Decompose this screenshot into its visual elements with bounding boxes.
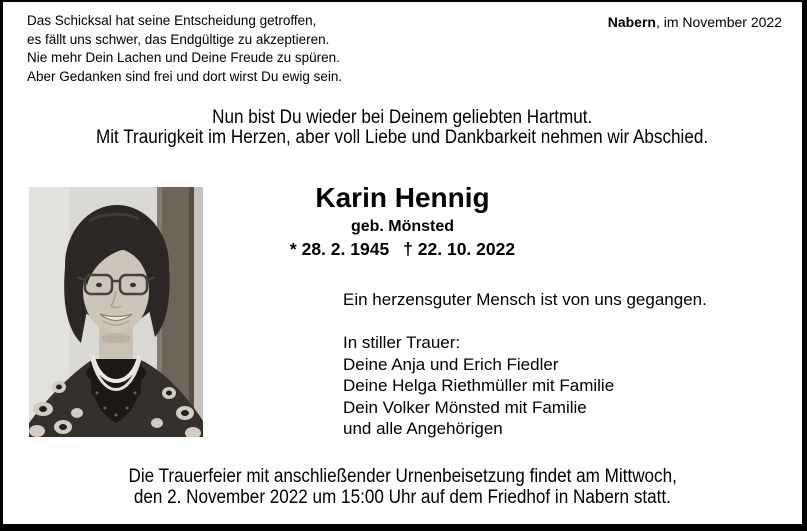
deceased-block: [3, 181, 802, 260]
mourning-label: In stiller Trauer:: [343, 333, 461, 352]
mourner-line: und alle Angehörigen: [343, 419, 503, 438]
deceased-name: Karin Hennig: [315, 182, 490, 213]
poem-line: Das Schicksal hat seine Entscheidung getroffen,: [27, 13, 317, 28]
dateline: [608, 14, 782, 30]
funeral-line: Die Trauerfeier mit anschließender Urnenbeisetzung findet am Mittwoch,: [128, 466, 677, 487]
death-date: † 22. 10. 2022: [403, 239, 516, 259]
birth-name: geb. Mönsted: [350, 218, 455, 235]
funeral-info: [3, 466, 802, 508]
spacer: [343, 311, 707, 333]
intro-line: Mit Traurigkeit im Herzen, aber voll Liebe und Dankbarkeit nehmen wir Abschied.: [96, 127, 709, 148]
mourning-block: [343, 289, 707, 440]
poem-line: Nie mehr Dein Lachen und Deine Freude zu spüren.: [27, 50, 340, 65]
tribute-line: Ein herzensguter Mensch ist von uns gegangen.: [343, 290, 707, 309]
poem-line: Aber Gedanken sind frei und dort wirst Du ewig sein.: [27, 68, 343, 84]
life-dates: [3, 238, 802, 260]
intro-line: Nun bist Du wieder bei Deinem geliebten Hartmut.: [212, 107, 593, 128]
birth-date: * 28. 2. 1945: [289, 239, 390, 259]
dateline-suffix: , im November 2022: [655, 14, 782, 30]
mourner-line: Dein Volker Mönsted mit Familie: [343, 397, 587, 417]
intro: [3, 108, 802, 148]
poem: [27, 12, 342, 86]
funeral-line: den 2. November 2022 um 15:00 Uhr auf dem Friedhof in Nabern statt.: [133, 487, 672, 508]
poem-line: es fällt uns schwer, das Endgültige zu akzeptieren.: [27, 31, 330, 47]
mourner-line: Deine Anja und Erich Fiedler: [343, 354, 559, 374]
mourner-line: Deine Helga Riethmüller mit Familie: [343, 376, 615, 395]
dateline-place: Nabern: [607, 14, 656, 30]
